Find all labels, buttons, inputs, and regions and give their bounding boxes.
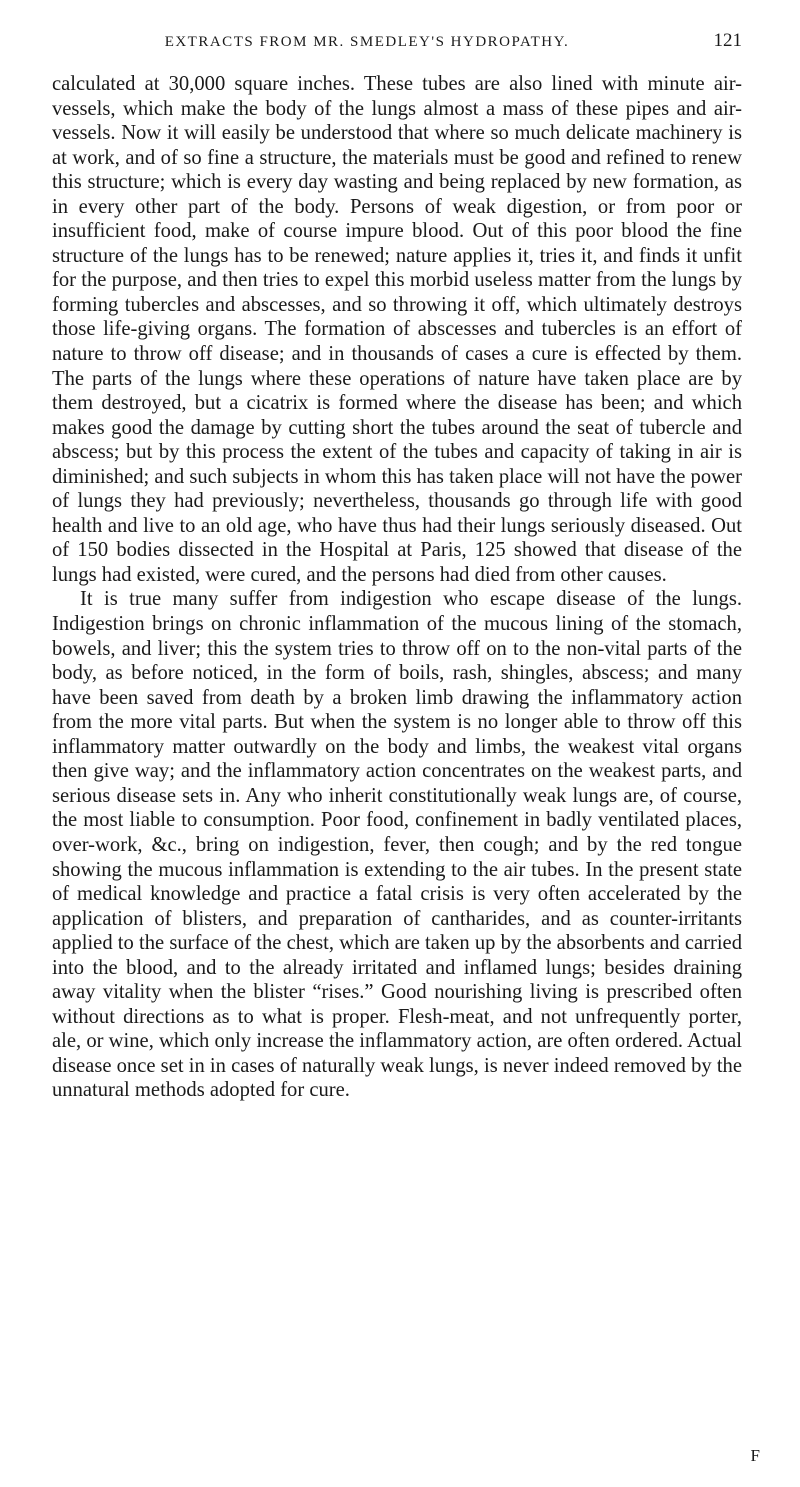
- running-title: EXTRACTS FROM MR. SMEDLEY'S HYDROPATHY.: [164, 34, 570, 50]
- signature-mark: F: [750, 1446, 760, 1465]
- page-number: 121: [713, 30, 742, 51]
- paragraph-indigestion: It is true many suffer from indigestion who escape disease of the lungs. Indigestion brings on chronic inflammation of the mucous lining of the stomach, bowels, and liver; this the system tries to throw off on to the non-vital parts of the body, as before noticed, in the form of boils, rash, shingles, abscess; and many have been saved from death by a broken limb drawing the inflammatory action from the more vital parts. But when the system is no longer able to throw off this inflammatory matter outwardly on the body and limbs, the weakest vital organs then give way; and the inflammatory action concentrates on the weakest parts, and serious disease sets in. Any who inherit constitutionally weak lungs are, of course, the most liable to consumption. Poor food, confinement in badly ventilated places, over-work, &c., bring on indigestion, fever, then cough; and by the red tongue showing the mucous inflammation is extending to the air tubes. In the present state of medical knowledge and practice a fatal crisis is very often accelerated by the application of blisters, and preparation of cantharides, and as counter-irritants applied to the surface of the chest, which are taken up by the absorbents and carried into the blood, and to the already irritated and inflamed lungs; besides draining away vitality when the blister “rises.” Good nourishing living is prescribed often without directions as to what is proper. Flesh-meat, and not unfrequently porter, ale, or wine, which only increase the inflammatory action, are often ordered. Actual disease once set in in cases of naturally weak lungs, is never indeed removed by the unnatural methods adopted for cure.: [52, 588, 742, 1102]
- paragraph-lungs-structure: calculated at 30,000 square inches. These tubes are also lined with minute air-vessels, which make the body of the lungs almost a mass of these pipes and air-vessels. Now it will easily be understood that where so much delicate machinery is at work, and of so fine a structure, the materials must be good and refined to renew this structure; which is every day wasting and being replaced by new formation, as in every other part of the body. Persons of weak digestion, or from poor or insufficient food, make of course impure blood. Out of this poor blood the fine structure of the lungs has to be renewed; nature applies it, tries it, and finds it unfit for the purpose, and then tries to expel this morbid useless matter from the lungs by forming tubercles and abscesses, and so throwing it off, which ultimately destroys those life-giving organs. The formation of abscesses and tubercles is an effort of nature to throw off disease; and in thousands of cases a cure is effected by them. The parts of the lungs where these operations of nature have taken place are by them destroyed, but a cicatrix is formed where the disease has been; and which makes good the damage by cutting short the tubes around the seat of tubercle and abscess; but by this process the extent of the tubes and capacity of taking in air is diminished; and such subjects in whom this has taken place will not have the power of lungs they had previously; nevertheless, thousands go through life with good health and live to an old age, who have thus had their lungs seriously diseased. Out of 150 bodies dissected in the Hospital at Paris, 125 showed that disease of the lungs had existed, were cured, and the persons had died from other causes.: [52, 73, 742, 586]
- running-head: [52, 28, 742, 62]
- body-text: [52, 72, 742, 1103]
